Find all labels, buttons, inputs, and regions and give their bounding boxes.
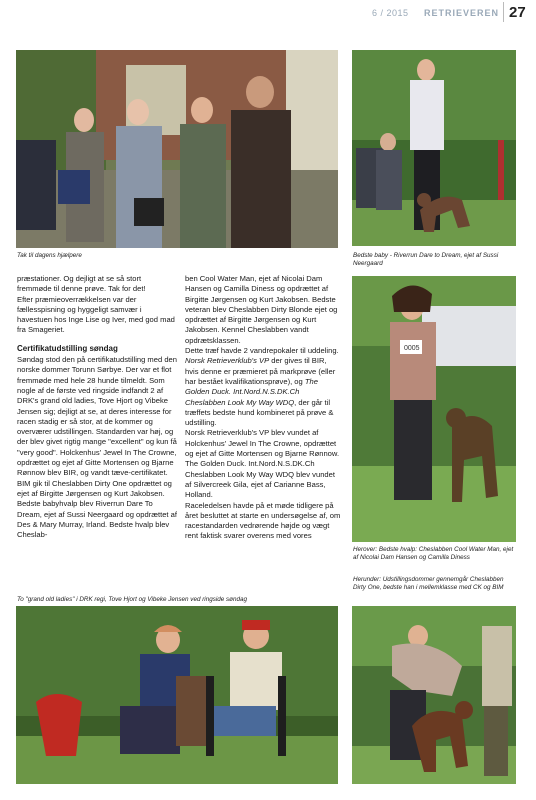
article-column-2	[185, 274, 341, 542]
col2-paragraph-4: The Golden Duck. Int.Nord.N.S.DK.Ch Cheslabben Look My Way WDQ blev vundet af Silvercreek Gila, ejet af Carianne Bass, Holland.	[185, 459, 335, 500]
col1-paragraph-2: Efter præmieoverrækkelsen var der fællesspisning og hyggeligt samvær i havestuen hos Inge Lise og Iver, med god mad fra Smageriet.	[17, 294, 175, 335]
col2-p2-text-b: der gives til BIR, hvis denne er præmieret på markprøve (eller har bestået kvalifikationsprøve), og	[185, 356, 336, 386]
caption-helpers: Tak til dagens hjælpere	[17, 252, 82, 259]
bib-number: 0005	[404, 345, 420, 352]
caption-judge: Herunder: Udstillingsdommer gennemgår Cheslabben Dirty One, bedste han i mellemklasse med CK og BIM	[353, 576, 504, 591]
photo-judge-examination	[352, 606, 516, 784]
photo-helpers	[16, 50, 338, 248]
issue-label: 6 / 2015	[372, 8, 409, 18]
page-number: 27	[509, 4, 526, 21]
caption-best-puppy: Herover: Bedste hvalp: Cheslabben Cool Water Man, ejet af Nicolai Dam Hansen og Camilla Diness	[353, 546, 514, 561]
article-column-1	[17, 274, 177, 540]
photo-grand-old-ladies	[16, 606, 338, 784]
col2-paragraph-5: Raceledelsen havde på et møde tidligere på året besluttet at starte en undersøgelse af, om racestandarden vedrørende højde og vægt rent faktisk svarer overens med vores	[185, 500, 341, 541]
section-heading: Certifikatudstilling søndag	[17, 343, 118, 353]
col2-p2-italic-a: Norsk Retrieverklub's VP	[185, 356, 270, 366]
col2-paragraph-2	[185, 346, 341, 428]
col2-paragraph-3: Norsk Retrieverklub's VP blev vundet af Holckenhus' Jewel In The Crowne, opdrættet og ejet af Gitte Mortensen og Bjarne Rønnow.	[185, 428, 340, 459]
header-divider	[503, 2, 504, 22]
col2-p2-italic-b: The Golden Duck. Int.Nord.N.S.DK.Ch Cheslabben Look My Way WDQ	[185, 376, 318, 407]
magazine-name: RETRIEVEREN	[424, 8, 500, 18]
col1-paragraph-1: præstationer. Og dejligt at se så stort fremmøde til denne prøve. Tak for det!	[17, 274, 146, 294]
caption-grand-old-ladies: To "grand old ladies" i DRK regi, Tove Hjort og Vibeke Jensen ved ringside søndag	[17, 596, 248, 603]
col1-paragraph-3: Søndag stod den på certifikatudstilling med den norske dommer Torunn Sørbye. Der var et flot fremmøde med hele 28 hunde tilmeldt. Som nogle af de første ved ringside indfandt 2 af DRK's grand old ladies, Tove Hjort og Vibeke Jensen sig; dejligt at se, at deres interesse for racen stadig er så stor, at de kommer og overværer udstillingen. Standarden var høj, og der blev givet rigtig mange "excellent" og kun få "very good". Holckenhus' Jewel In The Crowne, opdrættet og ejet af Gitte Mortensen og Bjarne Rønnow blev BIR, og vandt tæve-certifikatet. BIM gik til Cheslabben Dirty One opdrættet og ejet af Birgitte Jørgensen og Kurt Jakobsen. Bedste babyhvalp blev Riverrun Dare To Dream, ejet af Sussi Neergaard og opdrættet af Des & Mary Murray, Irland. Bedste hvalp blev Cheslab-	[17, 355, 177, 540]
photo-best-puppy	[352, 276, 516, 542]
col2-p2-text-a: Dette træf havde 2 vandrepokaler til uddeling.	[185, 346, 339, 356]
caption-best-baby: Bedste baby - Riverrun Dare to Dream, ejet af Sussi Neergaard	[353, 252, 499, 267]
col2-p2-text-c: , der går til træffets bedste hund kombineret på prøve & udstilling.	[185, 397, 334, 428]
page-header	[0, 0, 536, 26]
col2-paragraph-1: ben Cool Water Man, ejet af Nicolai Dam Hansen og Camilla Diness og opdrættet af Birgitte Jørgensen og Kurt Jakobsen. Bedste veteran blev Cheslabben Dirty Blonde ejet og opdrættet af Birgitte Jørgensen og Kurt Jakobsen. Kennel Cheslabben vandt opdrætsklassen.	[185, 274, 338, 345]
photo-best-baby	[352, 50, 516, 246]
